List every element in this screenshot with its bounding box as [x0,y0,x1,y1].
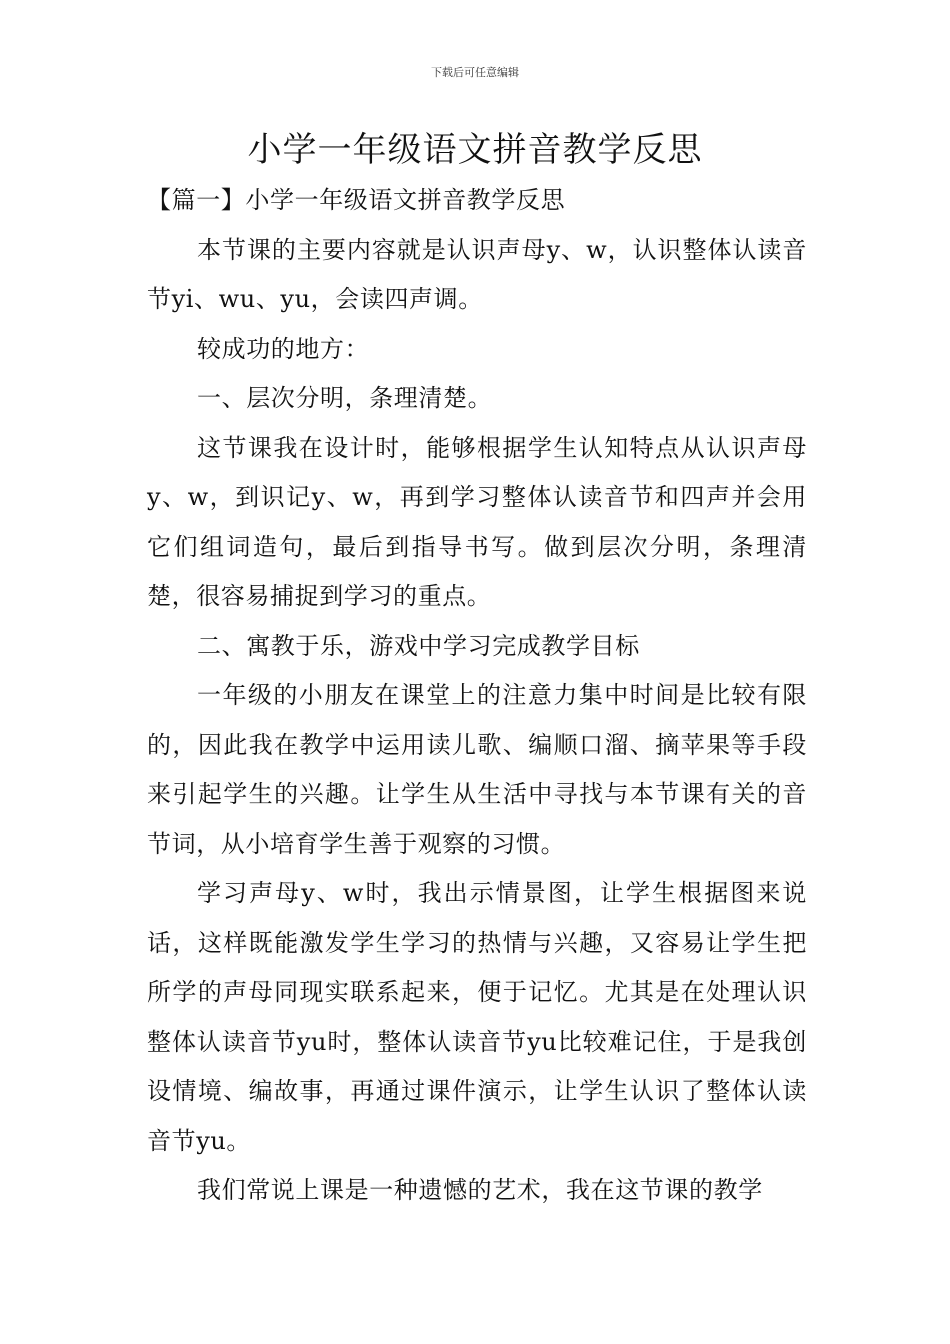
document-body [147,176,807,1216]
paragraph-intro: 本节课的主要内容就是认识声母y、w，认识整体认读音节yi、wu、yu，会读四声调。 [147,235,807,313]
header-note: 下载后可任意编辑 [431,66,519,79]
paragraph-yw-learning: 学习声母y、w时，我出示情景图，让学生根据图来说话，这样既能激发学生学习的热情与兴趣，又容易让学生把所学的声母同现实联系起来，便于记忆。尤其是在处理认识整体认读音节yu时，整体认读音节yu比较难记住，于是我创设情境、编故事，再通过课件演示，让学生认识了整体认读音节yu。 [147,879,807,1155]
paragraph-closing: 我们常说上课是一种遗憾的艺术，我在这节课的教学 [197,1176,763,1204]
paragraph-point-two-heading: 二、寓教于乐，游戏中学习完成教学目标 [197,631,640,660]
document-title: 小学一年级语文拼音教学反思 [247,130,703,170]
paragraph-point-two-body: 一年级的小朋友在课堂上的注意力集中时间是比较有限的，因此我在教学中运用读儿歌、编顺口溜、摘苹果等手段来引起学生的兴趣。让学生从生活中寻找与本节课有关的音节词，从小培育学生善于观察的习惯。 [147,681,807,858]
paragraph-point-one-body: 这节课我在设计时，能够根据学生认知特点从认识声母y、w，到识记y、w，再到学习整体认读音节和四声并会用它们组词造句，最后到指导书写。做到层次分明，条理清楚，很容易捕捉到学习的重点。 [147,433,807,610]
paragraph-success-heading: 较成功的地方： [197,334,370,363]
section-heading: 【篇一】小学一年级语文拼音教学反思 [147,186,566,214]
paragraph-point-one-heading: 一、层次分明，条理清楚。 [197,384,493,412]
